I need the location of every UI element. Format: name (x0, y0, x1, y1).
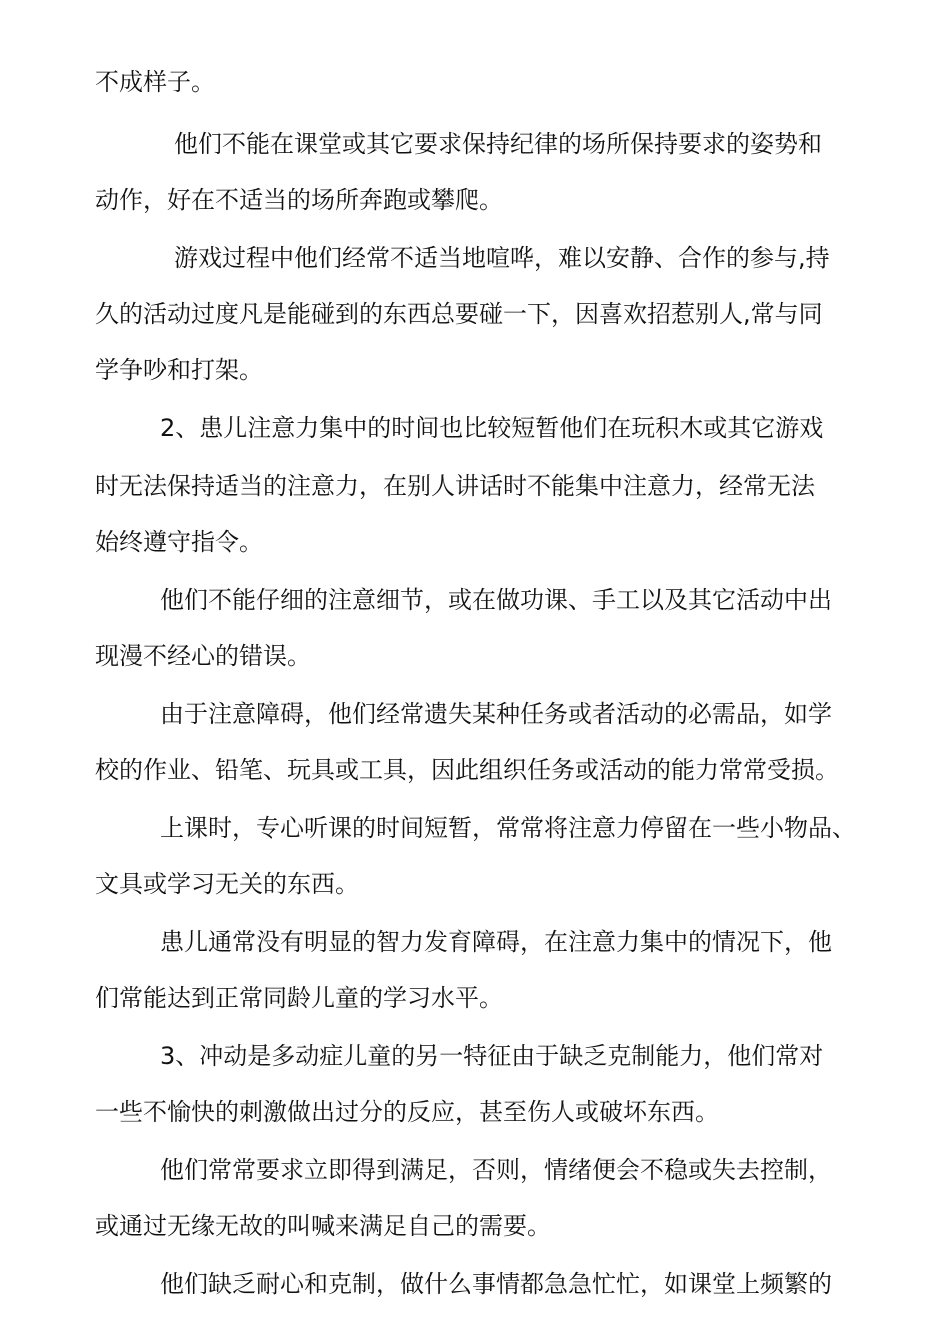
text-line-12: 由于注意障碍，他们经常遗失某种任务或者活动的必需品，如学 (160, 700, 832, 728)
text-line-11: 现漫不经心的错误。 (95, 642, 311, 670)
text-line-6: 学争吵和打架。 (95, 356, 263, 384)
text-line-9: 始终遵守指令。 (95, 528, 263, 556)
text-line-10: 他们不能仔细的注意细节，或在做功课、手工以及其它活动中出 (160, 586, 832, 614)
text-line-20: 他们常常要求立即得到满足，否则，情绪便会不稳或失去控制， (160, 1156, 832, 1184)
text-line-14: 上课时，专心听课的时间短暂，常常将注意力停留在一些小物品、 (160, 814, 856, 842)
text-line-2: 他们不能在课堂或其它要求保持纪律的场所保持要求的姿势和 (174, 130, 822, 158)
text-line-19: 一些不愉快的刺激做出过分的反应，甚至伤人或破坏东西。 (95, 1098, 719, 1126)
text-line-16: 患儿通常没有明显的智力发育障碍，在注意力集中的情况下，他 (160, 928, 832, 956)
text-line-3: 动作，好在不适当的场所奔跑或攀爬。 (95, 186, 503, 214)
text-line-4: 游戏过程中他们经常不适当地喧哗，难以安静、合作的参与,持 (174, 244, 830, 272)
text-line-7: 2、患儿注意力集中的时间也比较短暂他们在玩积木或其它游戏 (160, 414, 824, 442)
text-line-18: 3、冲动是多动症儿童的另一特征由于缺乏克制能力，他们常对 (160, 1042, 824, 1070)
text-line-8: 时无法保持适当的注意力，在别人讲话时不能集中注意力，经常无法 (95, 472, 815, 500)
text-line-21: 或通过无缘无故的叫喊来满足自己的需要。 (95, 1212, 551, 1240)
text-line-13: 校的作业、铅笔、玩具或工具，因此组织任务或活动的能力常常受损。 (95, 756, 839, 784)
text-line-1: 不成样子。 (95, 68, 215, 96)
text-line-17: 们常能达到正常同龄儿童的学习水平。 (95, 984, 503, 1012)
text-line-5: 久的活动过度凡是能碰到的东西总要碰一下，因喜欢招惹别人,常与同 (95, 300, 823, 328)
text-line-22: 他们缺乏耐心和克制，做什么事情都急急忙忙，如课堂上频繁的 (160, 1270, 832, 1298)
text-line-15: 文具或学习无关的东西。 (95, 870, 359, 898)
